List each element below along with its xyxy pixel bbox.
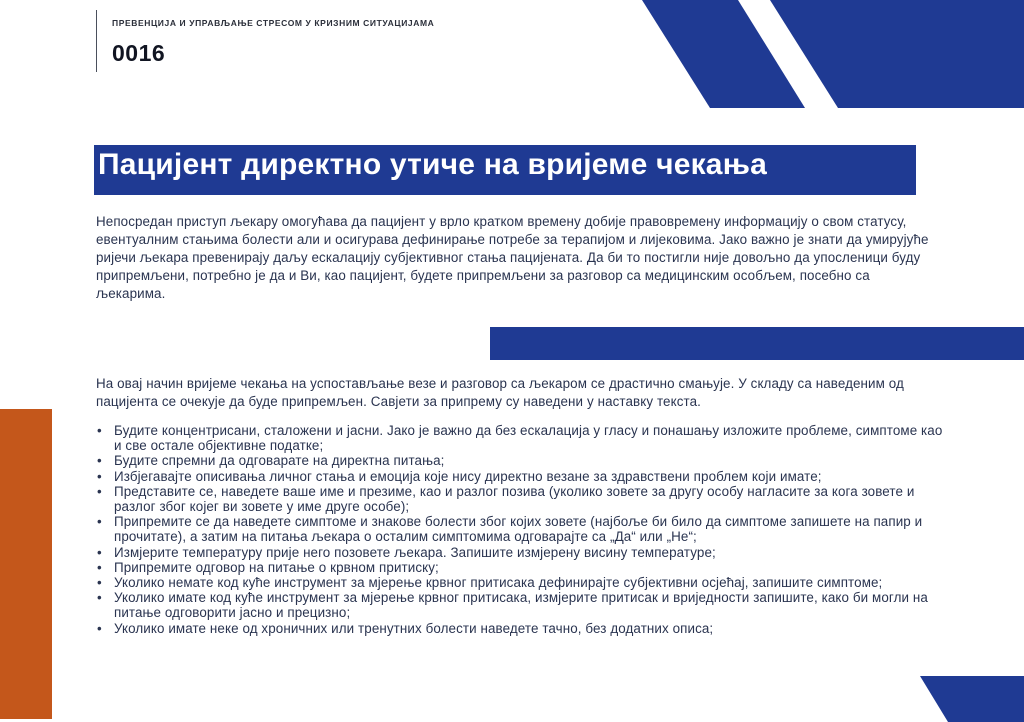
header-title: ПРЕВЕНЦИЈА И УПРАВЉАЊЕ СТРЕСОМ У КРИЗНИМ СИТУАЦИЈАМА (112, 18, 435, 28)
list-item: • Представите се, наведете ваше име и презиме, као и разлог позива (уколико зовете за другу особу нагласите за кога зовете и разлог због којег ви зовете у име друге особе); (97, 483, 915, 515)
lead-paragraph: На овај начин вријеме чекања на успостављање везе и разговор са љекаром се драстично смањује. У складу са наведеним од пацијента се очекује да буде припремљен. Савјети за припрему су наведени у наставку текста. (96, 376, 904, 409)
bottom-right-parallelogram (920, 676, 1024, 722)
list-item: • Уколико имате неке од хроничних или тренутних болести наведете тачно, без додатних описа; (97, 620, 714, 636)
section-blue-bar (490, 327, 1024, 360)
list-item: • Будите спремни да одговарате на директна питања; (97, 453, 445, 469)
intro-paragraph: Непосредан приступ љекару омогућава да пацијент у врло кратком времену добије правовремену информацију о свом статусу, евентуалним стањима болести али и осигурава дефинирање потребе за терапијом и лијековима. Јако важно је знати да умирујуће ријечи љекара превенирају даљу ескалацију субјективног стања пацијената. Да би то постигли није довољно да упосленици буду припремљени, потребно је да и Ви, као пацијент, будете припремљени за разговор са медицинским особљем, посебно са љекарима. (96, 214, 929, 301)
bullet-glyph: • (97, 453, 102, 469)
bullet-glyph: • (97, 620, 102, 636)
list-item: • Избјегавајте описивања личног стања и емоција које нису директно везане за здравствени проблем који имате; (97, 468, 822, 484)
document-number: 0016 (112, 40, 166, 66)
side-orange-bar (0, 409, 52, 719)
bullet-glyph: • (97, 514, 102, 530)
bullet-glyph: • (97, 559, 102, 575)
list-item: • Уколико немате код куће инструмент за мјерење крвног притисака дефинирајте субјективни осјећај, запишите симптоме; (97, 575, 883, 591)
page-heading: Пацијент директно утиче на вријеме чекања (98, 148, 767, 181)
list-item: • Уколико имате код куће инструмент за мјерење крвног притисака, измјерите притисак и вриједности запишите, како би могли на питање одговорити јасно и прецизно; (97, 590, 928, 621)
bullet-glyph: • (97, 544, 102, 560)
bullet-glyph: • (97, 575, 102, 591)
advice-list (96, 423, 946, 636)
bullet-glyph: • (97, 590, 102, 606)
list-item: • Припремите одговор на питање о крвном притиску; (97, 559, 439, 575)
top-right-parallelogram-large (770, 0, 1024, 108)
bullet-glyph: • (97, 483, 102, 499)
bullet-glyph: • (97, 468, 102, 484)
list-item: • Будите концентрисани, сталожени и јасни. Јако је важно да без ескалација у гласу и понашању изложите проблеме, симптоме као и све остале објективне податке; (97, 423, 943, 454)
bullet-glyph: • (97, 423, 102, 438)
list-item: • Измјерите температуру прије него позовете љекара. Запишите измјерену висину температуре; (97, 544, 716, 560)
list-item: • Припремите се да наведете симптоме и знакове болести због којих зовете (најбоље би било да симптоме запишете на папир и прочитате), а затим на питања љекара о осталим симптомима одговарајте са „Да“ или „Не“; (97, 514, 923, 545)
